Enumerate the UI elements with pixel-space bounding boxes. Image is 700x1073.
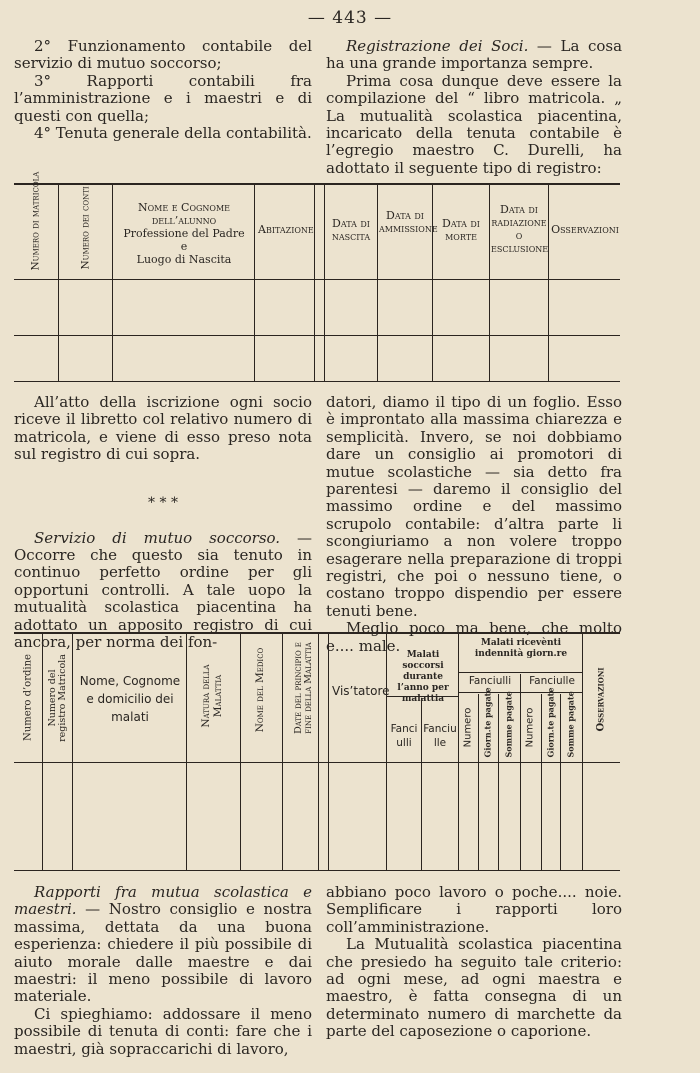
- col-numero-matricola: Numero di matricola: [29, 171, 42, 271]
- section-heading-servizio: Servizio di mutuo soccorso.: [34, 528, 281, 547]
- col-somme-f: Somme pagate: [565, 691, 576, 758]
- col-numero-conti: Numero dei conti: [79, 186, 92, 270]
- paragraph-meglio: Meglio poco ma bene, che molto e.... male.: [326, 619, 622, 655]
- paragraph-spieghiamo: Ci spieghiamo: addossare il meno possibile di tenuta di conti: fare che i maestri, già sopraccarichi di lavoro,: [14, 1004, 312, 1058]
- bottom-right-column: [326, 884, 622, 1041]
- subgroup-fanciulli: Fanciulli: [468, 675, 512, 687]
- col-data-radiazione: Data di radiazione o esclusione: [491, 203, 549, 255]
- register-table-matricola: [14, 171, 620, 382]
- group-malati-soccorsi: Malati soccorsi durante l’anno per malattia: [397, 650, 449, 704]
- col-numero-registro: Numero del registro Matricola: [47, 654, 68, 742]
- paragraph: Prima cosa dunque deve essere la compilazione del “ libro matricola. „ La mutualità scolastica piacentina, incaricato della tenuta contabile è l’egregio maestro C. Durelli, ha adottato il seguente tipo di registro:: [326, 71, 622, 177]
- paragraph-servizio: — Occorre che questo sia tenuto in continuo perfetto ordine per gli opportuni controlli. A tale uopo la mutualità scolastica piacentina ha adottato un apposito registro di cui ancora, per norma dei fon-: [14, 528, 312, 652]
- col-data-nascita: Data di nascita: [331, 217, 371, 243]
- col-osservazioni: Osservazioni: [551, 223, 619, 236]
- col-soccorsi-fanciulle: Fanciulle: [423, 723, 457, 749]
- col-numero-ordine: Numero d’ordine: [22, 654, 34, 741]
- col-abitazione: Abitazione: [258, 223, 314, 236]
- register-table-soccorso: [14, 632, 620, 871]
- col-data-ammissione: Data di ammissione: [379, 209, 438, 235]
- list-item-3: 3° Rapporti contabili fra l’amministrazione e i maestri e di questi con quella;: [14, 71, 312, 125]
- col-osservazioni-2: Osservazioni: [595, 667, 607, 732]
- col-data-morte: Data di morte: [442, 217, 480, 243]
- paragraph-datori: datori, diamo il tipo di un foglio. Esso è improntato alla massima chiarezza e semplicità. Invero, se noi dobbiamo dare un consiglio ai promotori di mutue scolastiche — sia detto fra parentesi — daremo il consiglio del massimo ordine e del massimo scrupolo contabile: d’altra parte li scongiuriamo a non volere troppo esagerare nella preparazione di troppi registri, che poi o nessuno tiene, o costano troppo dispendio per essere tenuti bene.: [326, 393, 622, 620]
- col-numero-f: Numero: [524, 707, 536, 748]
- col-somme-m: Somme pagate: [503, 691, 514, 758]
- section-separator: * * *: [148, 494, 178, 511]
- bottom-left-column: [14, 884, 312, 1058]
- left-top-column: [14, 38, 312, 142]
- col-numero-m: Numero: [462, 707, 474, 748]
- subgroup-fanciulle: Fanciulle: [529, 675, 575, 687]
- middle-right-column: [326, 394, 622, 655]
- col-nome-medico: Nome del Medico: [254, 647, 266, 733]
- middle-left-column: [14, 394, 312, 651]
- col-giornate-f: Giorn.te pagate: [545, 687, 556, 758]
- col-nome-domicilio: Nome, Cognome e domicilio dei malati: [79, 674, 181, 724]
- paragraph-mutualita: La Mutualità scolastica piacentina che presiedo ha seguito tale criterio: ad ogni mese, ad ogni maestra e maestro, è fatta consegna di un determinato numero di marchette da parte del caposezione o caporione.: [326, 935, 622, 1041]
- col-visitatore: Vis’tatore: [332, 684, 390, 698]
- group-malati-indennita: Malati ricevènti indennità giorn.re: [474, 638, 568, 659]
- list-item-2: 2° Funzionamento contabile del servizio di mutuo soccorso;: [14, 37, 312, 73]
- right-top-column: [326, 38, 622, 177]
- section-heading-registrazione: Registrazione dei Soci.: [346, 37, 529, 55]
- col-soccorsi-fanciulli: Fanciulli: [390, 723, 418, 749]
- list-item-4: 4° Tenuta generale della contabilità.: [34, 124, 312, 143]
- heading-rest: — La cosa ha una grande importanza sempre.: [326, 37, 623, 73]
- col-date-malattia: Date del principio e fine della Malattia: [293, 642, 314, 734]
- col-nome-cognome: Nome e Cognome dell’alunno Professione del Padre e Luogo di Nascita: [123, 201, 245, 266]
- col-natura-malattia: Natura della Malattia: [200, 664, 224, 728]
- section-heading-rapporti: Rapporti fra mutua scolastica e maestri.: [14, 883, 312, 919]
- paragraph-abbiano: abbiano poco lavoro o poche.... noie. Semplificare i rapporti loro coll’amministrazione.: [326, 883, 622, 936]
- page-number: — 443 —: [307, 8, 393, 28]
- paragraph-iscrizione: All’atto della iscrizione ogni socio riceve il libretto col relativo numero di matricola, e viene di esso preso nota sul registro di cui sopra.: [14, 393, 312, 464]
- col-giornate-m: Giorn.te pagate: [482, 687, 493, 758]
- paragraph-rapporti: — Nostro consiglio e nostra massima, dettata da una buona esperienza: chiedere il più possibile di aiuto morale dalle maestre e dai maestri: il meno possibile di lavoro materiale.: [14, 900, 312, 1006]
